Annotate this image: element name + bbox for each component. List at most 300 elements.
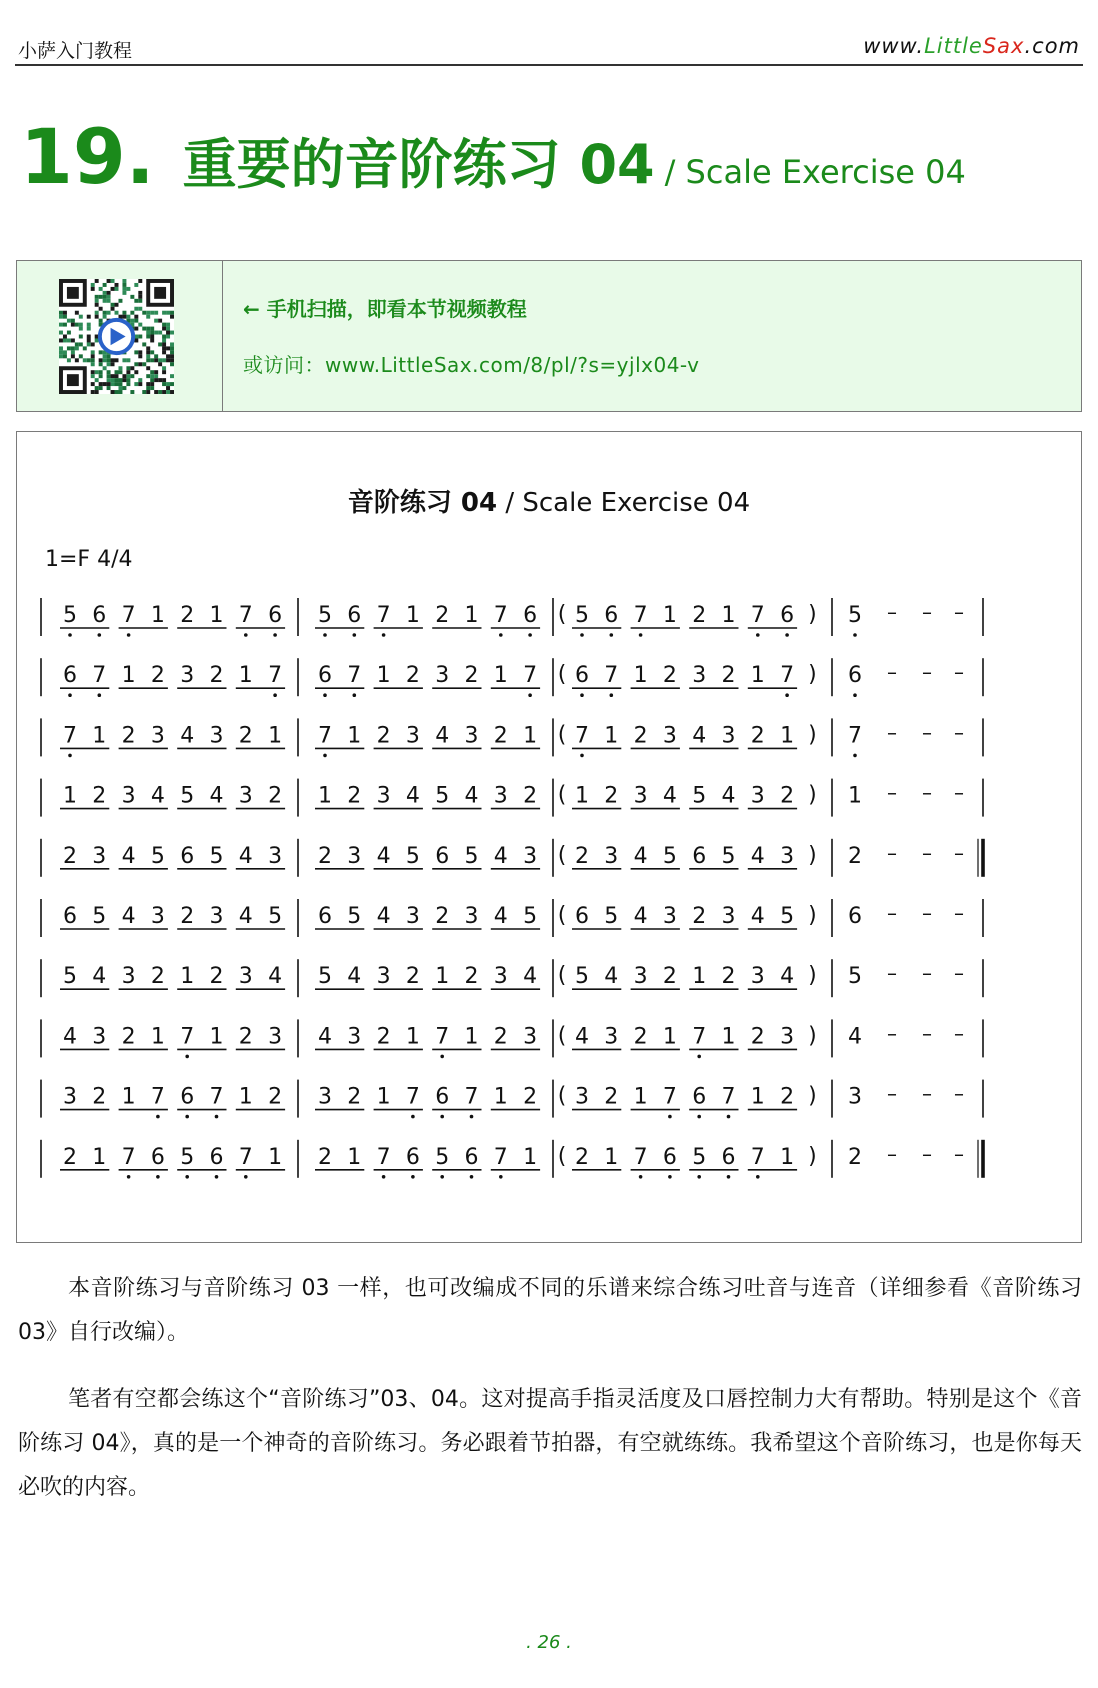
note: 6 — [435, 1084, 450, 1110]
lesson-title-english: / Scale Exercise 04 — [664, 153, 966, 191]
note: 1 — [268, 1144, 283, 1170]
note: 3 — [721, 723, 736, 749]
note: 1 — [523, 1144, 538, 1170]
note: 6 — [721, 1144, 736, 1170]
sustain-dash: – — [954, 1021, 964, 1046]
note: 4 — [209, 783, 224, 809]
note: 2 — [523, 1084, 538, 1110]
note: 4 — [523, 964, 538, 990]
note: 3 — [268, 843, 283, 869]
note: 2 — [780, 783, 795, 809]
page-header — [15, 28, 1083, 66]
note: 1 — [604, 723, 619, 749]
note: 1 — [347, 723, 362, 749]
low-octave-dot — [323, 693, 327, 697]
sustain-dash: – — [922, 660, 932, 685]
site-prefix: www. — [863, 34, 925, 58]
bracket-open: ( — [557, 1083, 567, 1109]
note: 2 — [692, 904, 707, 929]
sustain-note: 5 — [848, 964, 862, 990]
note: 3 — [750, 964, 765, 990]
sustain-dash: – — [887, 660, 897, 685]
note: 5 — [347, 904, 362, 929]
sustain-dash: – — [887, 961, 897, 986]
bracket-close: ) — [808, 782, 817, 808]
low-octave-dot — [639, 633, 643, 637]
note: 4 — [493, 904, 508, 929]
note: 7 — [662, 1084, 677, 1110]
note: 3 — [604, 1024, 619, 1050]
note: 5 — [180, 1144, 195, 1170]
low-octave-dot — [528, 633, 532, 637]
note: 4 — [238, 904, 253, 929]
header-website[interactable] — [863, 34, 1080, 58]
note: 4 — [435, 723, 450, 749]
note: 1 — [721, 1024, 736, 1050]
note: 1 — [493, 1084, 508, 1110]
low-octave-dot — [382, 1175, 386, 1179]
low-octave-dot — [528, 693, 532, 697]
note: 3 — [63, 1084, 77, 1110]
note: 6 — [209, 1144, 224, 1170]
lesson-title-chinese: 重要的音阶练习 04 — [182, 133, 655, 196]
sustain-note: 6 — [848, 663, 862, 689]
sustain-dash: – — [922, 600, 932, 624]
bracket-close: ) — [808, 963, 817, 989]
sustain-dash: – — [954, 720, 964, 745]
sustain-dash: – — [922, 961, 932, 986]
bracket-close: ) — [808, 602, 817, 627]
note: 7 — [92, 663, 107, 689]
note: 3 — [209, 904, 224, 929]
low-octave-dot — [727, 1175, 731, 1179]
note: 3 — [238, 964, 253, 990]
sustain-dash: – — [887, 1141, 897, 1166]
low-octave-dot — [499, 633, 503, 637]
low-octave-dot — [323, 633, 327, 637]
sustain-dash: – — [954, 780, 964, 805]
note: 3 — [347, 843, 362, 869]
low-octave-dot — [411, 1175, 415, 1179]
bracket-close: ) — [808, 722, 817, 748]
sustain-dash: – — [922, 901, 932, 925]
page-number: . 26 . — [526, 1632, 572, 1653]
low-octave-dot — [668, 1115, 672, 1119]
low-octave-dot — [215, 1175, 219, 1179]
note: 2 — [604, 783, 619, 809]
note: 7 — [464, 1084, 479, 1110]
note: 7 — [150, 1084, 165, 1110]
note: 2 — [238, 723, 253, 749]
note: 2 — [376, 723, 391, 749]
low-octave-dot — [756, 1175, 760, 1179]
note: 1 — [238, 663, 253, 689]
note: 2 — [376, 1024, 391, 1050]
low-octave-dot — [68, 633, 72, 637]
note: 4 — [121, 904, 136, 929]
note: 7 — [121, 603, 136, 628]
note: 2 — [662, 964, 677, 990]
note: 2 — [318, 843, 332, 869]
low-octave-dot — [470, 1115, 474, 1119]
note: 1 — [92, 723, 107, 749]
sustain-dash: – — [922, 1081, 932, 1106]
note: 2 — [209, 663, 224, 689]
paragraph-2: 笔者有空都会练这个“音阶练习”03、04。这对提高手指灵活度及口唇控制力大有帮助。特别是这个《音阶练习 04》，真的是一个神奇的音阶练习。务必跟着节拍器，有空就练练。我希望这个音阶练习，也是你每天必吹的内容。 — [18, 1387, 1082, 1500]
low-octave-dot — [697, 1175, 701, 1179]
note: 4 — [493, 843, 508, 869]
lesson-number: 19. — [20, 112, 155, 201]
note: 2 — [238, 1024, 253, 1050]
note: 2 — [180, 603, 195, 628]
note: 1 — [180, 964, 195, 990]
note: 2 — [493, 1024, 508, 1050]
bracket-open: ( — [557, 1023, 567, 1049]
note: 3 — [435, 663, 450, 689]
sustain-dash: – — [922, 780, 932, 805]
note: 2 — [575, 1144, 589, 1170]
note: 2 — [780, 1084, 795, 1110]
note: 5 — [209, 843, 224, 869]
note: 2 — [268, 1084, 283, 1110]
sustain-note: 6 — [848, 904, 862, 929]
low-octave-dot — [185, 1175, 189, 1179]
note: 5 — [662, 843, 677, 869]
note: 2 — [150, 964, 165, 990]
sustain-note: 2 — [848, 1144, 862, 1170]
note: 3 — [523, 843, 538, 869]
low-octave-dot — [156, 1175, 160, 1179]
sustain-note: 1 — [848, 783, 862, 809]
note: 7 — [238, 603, 253, 628]
note: 3 — [150, 723, 165, 749]
low-octave-dot — [440, 1175, 444, 1179]
sustain-note: 2 — [848, 843, 862, 869]
note: 2 — [121, 723, 136, 749]
note: 6 — [464, 1144, 479, 1170]
note: 6 — [692, 843, 707, 869]
note: 5 — [180, 783, 195, 809]
note: 7 — [209, 1084, 224, 1110]
low-octave-dot — [785, 633, 789, 637]
bracket-close: ) — [808, 1143, 817, 1169]
note: 7 — [692, 1024, 707, 1050]
sustain-dash: – — [954, 1081, 964, 1106]
sustain-dash: – — [954, 901, 964, 925]
note: 6 — [604, 603, 619, 628]
sustain-dash: – — [954, 660, 964, 685]
note: 1 — [464, 1024, 479, 1050]
site-little: Little — [924, 34, 983, 58]
score-title-english: / Scale Exercise 04 — [497, 488, 751, 518]
note: 4 — [780, 964, 795, 990]
note: 1 — [692, 964, 707, 990]
note: 2 — [750, 723, 765, 749]
bracket-open: ( — [557, 963, 567, 989]
note: 2 — [63, 1144, 77, 1170]
note: 7 — [493, 1144, 508, 1170]
note: 5 — [435, 783, 450, 809]
note: 7 — [268, 663, 283, 689]
note: 6 — [92, 603, 107, 628]
note: 6 — [405, 1144, 420, 1170]
sustain-note: 7 — [848, 723, 862, 749]
note: 4 — [63, 1024, 77, 1050]
note: 3 — [464, 723, 479, 749]
note: 7 — [376, 603, 391, 628]
note: 5 — [318, 964, 332, 990]
note: 2 — [523, 783, 538, 809]
numbered-score — [17, 432, 1081, 1242]
note: 7 — [493, 603, 508, 628]
sustain-dash: – — [954, 961, 964, 986]
note: 6 — [180, 843, 195, 869]
note: 7 — [121, 1144, 136, 1170]
note: 7 — [750, 603, 765, 628]
note: 1 — [63, 783, 77, 809]
note: 1 — [435, 964, 450, 990]
low-octave-dot — [244, 1175, 248, 1179]
low-octave-dot — [440, 1115, 444, 1119]
note: 1 — [780, 723, 795, 749]
note: 5 — [692, 783, 707, 809]
note: 7 — [633, 603, 648, 628]
note: 1 — [376, 663, 391, 689]
note: 6 — [63, 663, 77, 689]
low-octave-dot — [697, 1115, 701, 1119]
note: 5 — [604, 904, 619, 929]
note: 1 — [209, 1024, 224, 1050]
low-octave-dot — [68, 754, 72, 758]
low-octave-dot — [853, 693, 857, 697]
low-octave-dot — [580, 754, 584, 758]
score-title-chinese: 音阶练习 04 — [347, 488, 498, 518]
note: 4 — [405, 783, 420, 809]
site-sax: Sax — [982, 34, 1025, 58]
bracket-open: ( — [557, 602, 567, 627]
header-series-title: 小萨入门教程 — [18, 40, 133, 62]
low-octave-dot — [185, 1115, 189, 1119]
note: 1 — [633, 1084, 648, 1110]
note: 2 — [692, 603, 707, 628]
scan-instruction: ← 手机扫描，即看本节视频教程 — [243, 297, 527, 321]
note: 1 — [347, 1144, 362, 1170]
bracket-open: ( — [557, 903, 567, 928]
low-octave-dot — [440, 1055, 444, 1059]
note: 4 — [268, 964, 283, 990]
note: 5 — [92, 904, 107, 929]
bracket-open: ( — [557, 1143, 567, 1169]
note: 6 — [575, 663, 589, 689]
note: 3 — [464, 904, 479, 929]
note: 5 — [464, 843, 479, 869]
note: 1 — [121, 1084, 136, 1110]
note: 4 — [604, 964, 619, 990]
note: 3 — [692, 663, 707, 689]
note: 4 — [376, 843, 391, 869]
note: 2 — [63, 843, 77, 869]
note: 1 — [750, 663, 765, 689]
note: 7 — [63, 723, 77, 749]
low-octave-dot — [98, 693, 102, 697]
bracket-close: ) — [808, 1083, 817, 1109]
sustain-dash: – — [887, 720, 897, 745]
low-octave-dot — [727, 1115, 731, 1119]
note: 3 — [268, 1024, 283, 1050]
note: 5 — [435, 1144, 450, 1170]
note: 3 — [150, 904, 165, 929]
note: 6 — [435, 843, 450, 869]
note: 1 — [575, 783, 589, 809]
note: 4 — [238, 843, 253, 869]
note: 2 — [268, 783, 283, 809]
note: 4 — [750, 904, 765, 929]
note: 1 — [376, 1084, 391, 1110]
sustain-note: 4 — [848, 1024, 862, 1050]
note: 3 — [405, 904, 420, 929]
note: 1 — [92, 1144, 107, 1170]
note: 7 — [780, 663, 795, 689]
low-octave-dot — [580, 633, 584, 637]
note: 6 — [318, 904, 332, 929]
note: 1 — [750, 1084, 765, 1110]
qr-code-icon[interactable] — [59, 279, 174, 394]
note: 4 — [180, 723, 195, 749]
note: 3 — [92, 843, 107, 869]
note: 2 — [180, 904, 195, 929]
low-octave-dot — [215, 1115, 219, 1119]
note: 3 — [376, 964, 391, 990]
note: 3 — [493, 964, 508, 990]
low-octave-dot — [382, 633, 386, 637]
note: 4 — [575, 1024, 589, 1050]
note: 7 — [405, 1084, 420, 1110]
visit-url[interactable]: 或访问：www.LittleSax.com/8/pl/?s=yjlx04-v — [243, 353, 700, 377]
note: 3 — [662, 904, 677, 929]
note: 5 — [150, 843, 165, 869]
note: 2 — [750, 1024, 765, 1050]
note: 3 — [633, 783, 648, 809]
low-octave-dot — [470, 1175, 474, 1179]
note: 1 — [662, 1024, 677, 1050]
low-octave-dot — [127, 633, 131, 637]
note: 2 — [493, 723, 508, 749]
low-octave-dot — [756, 633, 760, 637]
note: 5 — [575, 603, 589, 628]
low-octave-dot — [580, 693, 584, 697]
note: 4 — [692, 723, 707, 749]
note: 2 — [604, 1084, 619, 1110]
note: 3 — [121, 964, 136, 990]
note: 5 — [318, 603, 332, 628]
note: 7 — [604, 663, 619, 689]
bracket-open: ( — [557, 662, 567, 688]
note: 3 — [493, 783, 508, 809]
low-octave-dot — [156, 1115, 160, 1119]
note: 5 — [780, 904, 795, 929]
note: 2 — [318, 1144, 332, 1170]
note: 6 — [575, 904, 589, 929]
note: 6 — [268, 603, 283, 628]
note: 2 — [721, 964, 736, 990]
note: 2 — [150, 663, 165, 689]
note: 2 — [121, 1024, 136, 1050]
bracket-close: ) — [808, 1023, 817, 1049]
note: 2 — [347, 1084, 362, 1110]
note: 2 — [662, 663, 677, 689]
bracket-close: ) — [808, 903, 817, 928]
site-suffix: .com — [1024, 34, 1080, 58]
note: 3 — [780, 843, 795, 869]
note: 3 — [780, 1024, 795, 1050]
note: 6 — [318, 663, 332, 689]
sustain-note: 3 — [848, 1084, 862, 1110]
sustain-dash: – — [922, 840, 932, 865]
sustain-dash: – — [887, 600, 897, 624]
sustain-dash: – — [887, 901, 897, 925]
note: 6 — [180, 1084, 195, 1110]
low-octave-dot — [98, 633, 102, 637]
note: 1 — [405, 1024, 420, 1050]
note: 1 — [209, 603, 224, 628]
low-octave-dot — [273, 633, 277, 637]
low-octave-dot — [353, 693, 357, 697]
note: 1 — [268, 723, 283, 749]
note: 5 — [575, 964, 589, 990]
low-octave-dot — [353, 633, 357, 637]
note: 2 — [464, 964, 479, 990]
note: 2 — [721, 663, 736, 689]
note: 2 — [435, 603, 450, 628]
sustain-dash: – — [922, 1021, 932, 1046]
note: 4 — [376, 904, 391, 929]
low-octave-dot — [185, 1055, 189, 1059]
note: 3 — [604, 843, 619, 869]
note: 4 — [92, 964, 107, 990]
note: 2 — [347, 783, 362, 809]
note: 4 — [150, 783, 165, 809]
note: 4 — [662, 783, 677, 809]
note: 3 — [92, 1024, 107, 1050]
note: 2 — [464, 663, 479, 689]
low-octave-dot — [668, 1175, 672, 1179]
note: 3 — [662, 723, 677, 749]
note: 2 — [405, 663, 420, 689]
sustain-dash: – — [887, 1021, 897, 1046]
sustain-dash: – — [922, 720, 932, 745]
sustain-dash: – — [954, 840, 964, 865]
note: 5 — [63, 964, 77, 990]
note: 1 — [405, 603, 420, 628]
lesson-title — [20, 112, 966, 201]
video-link-box — [16, 260, 1082, 412]
note: 4 — [633, 843, 648, 869]
note: 2 — [405, 964, 420, 990]
note: 1 — [662, 603, 677, 628]
note: 3 — [180, 663, 195, 689]
note: 5 — [721, 843, 736, 869]
key-signature: 1=F 4/4 — [45, 547, 133, 572]
note: 3 — [523, 1024, 538, 1050]
note: 3 — [347, 1024, 362, 1050]
note: 7 — [318, 723, 332, 749]
paragraph-1: 本音阶练习与音阶练习 03 一样，也可改编成不同的乐谱来综合练习吐音与连音（详细参看《音阶练习 03》自行改编）。 — [18, 1276, 1082, 1345]
note: 6 — [662, 1144, 677, 1170]
low-octave-dot — [499, 1175, 503, 1179]
note: 3 — [633, 964, 648, 990]
low-octave-dot — [68, 693, 72, 697]
low-octave-dot — [127, 1175, 131, 1179]
